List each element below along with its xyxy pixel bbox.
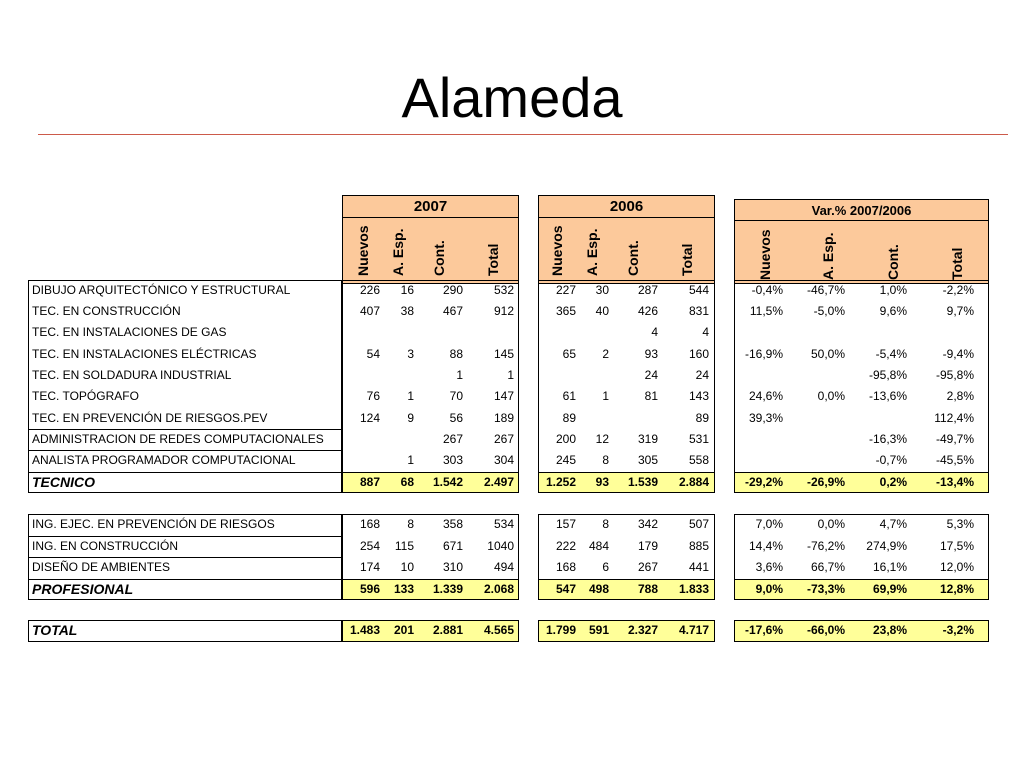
cell-var-total: 12,8% (939, 582, 974, 596)
cell-2007-nuevos: 226 (359, 283, 380, 297)
cell-2007-nuevos: 1.483 (349, 623, 380, 637)
cell-var-cont: -0,7% (875, 453, 907, 467)
cell-2006-cont: 1.539 (627, 475, 658, 489)
cell-2006-total: 544 (688, 283, 709, 297)
cell-2007-total: 534 (493, 517, 514, 531)
cell-2007-nuevos: 54 (366, 347, 380, 361)
cell-2007-nuevos: 254 (359, 539, 380, 553)
cell-var-aesp: -46,7% (806, 283, 845, 297)
cell-var-total: -95,8% (935, 368, 974, 382)
cell-2006-cont: 4 (651, 325, 658, 339)
col-2006-total: Total (679, 243, 695, 276)
cell-2006-total: 558 (688, 453, 709, 467)
cell-var-total: -9,4% (942, 347, 974, 361)
row-label: ING. EN CONSTRUCCIÓN (32, 539, 179, 553)
header-2007 (342, 195, 519, 284)
cell-2007-cont: 303 (442, 453, 463, 467)
cell-2007-total: 147 (493, 389, 514, 403)
cell-2006-aesp: 93 (595, 475, 609, 489)
col-2007-cont: Cont. (431, 240, 447, 276)
header-2006-divider (539, 217, 714, 218)
cell-2006-total: 160 (688, 347, 709, 361)
cell-var-cont: -95,8% (868, 368, 907, 382)
header-2007-divider (343, 217, 518, 218)
table-row (28, 344, 989, 365)
cell-2006-aesp: 8 (602, 517, 609, 531)
cell-2006-cont: 81 (644, 389, 658, 403)
cell-2006-aesp: 12 (595, 432, 609, 446)
table-row (28, 322, 989, 343)
col-var-total: Total (949, 247, 965, 280)
cell-var-cont: -5,4% (875, 347, 907, 361)
cell-2006-total: 507 (688, 517, 709, 531)
cell-var-total: 112,4% (934, 411, 974, 425)
cell-2007-total: 267 (493, 432, 514, 446)
cell-2007-aesp: 115 (394, 539, 414, 553)
table-row (28, 429, 989, 450)
cell-2007-cont: 2.881 (432, 623, 463, 637)
cell-2007-nuevos: 174 (359, 560, 380, 574)
col-2006-cont: Cont. (625, 240, 641, 276)
table-row (28, 536, 989, 557)
row-label: TEC. EN INSTALACIONES ELÉCTRICAS (32, 347, 257, 361)
cell-2006-aesp: 40 (595, 304, 609, 318)
cell-var-cont: -16,3% (868, 432, 907, 446)
row-label: TEC. EN SOLDADURA INDUSTRIAL (32, 368, 232, 382)
cell-2006-total: 531 (688, 432, 709, 446)
row-label: TEC. TOPÓGRAFO (32, 389, 139, 403)
cell-2007-total: 145 (493, 347, 514, 361)
cell-2006-cont: 305 (637, 453, 658, 467)
cell-2007-aesp: 10 (400, 560, 414, 574)
header-variation-divider (735, 220, 988, 221)
table-row (28, 557, 989, 578)
cell-var-cont: 16,1% (872, 560, 907, 574)
cell-2007-cont: 267 (442, 432, 463, 446)
cell-2007-total: 2.068 (483, 582, 514, 596)
page-title: Alameda (401, 66, 623, 129)
cell-2007-nuevos: 887 (359, 475, 380, 489)
header-2006-year: 2006 (609, 198, 644, 215)
row-label: PROFESIONAL (32, 581, 134, 597)
table-row (28, 514, 989, 535)
cell-2007-cont: 467 (442, 304, 463, 318)
cell-2007-total: 494 (493, 560, 514, 574)
header-2007-year: 2007 (413, 198, 448, 215)
cell-2006-cont: 2.327 (627, 623, 658, 637)
cell-var-total: -49,7% (935, 432, 974, 446)
cell-2007-aesp: 8 (407, 517, 414, 531)
cell-var-total: -3,2% (942, 623, 974, 637)
cell-2006-total: 89 (695, 411, 709, 425)
cell-2006-nuevos: 200 (555, 432, 576, 446)
col-var-nuevos: Nuevos (757, 229, 773, 280)
cell-2006-aesp: 30 (595, 283, 609, 297)
cell-2006-total: 885 (688, 539, 709, 553)
cell-var-cont: 0,2% (879, 475, 907, 489)
header-variation-title: Var.% 2007/2006 (811, 203, 912, 218)
cell-2007-total: 189 (493, 411, 514, 425)
cell-2007-nuevos: 124 (359, 411, 380, 425)
cell-2006-cont: 342 (637, 517, 658, 531)
cell-2007-aesp: 16 (400, 283, 414, 297)
cell-var-total: 5,3% (946, 517, 974, 531)
cell-2006-total: 2.884 (678, 475, 709, 489)
col-var-aesp: A. Esp. (820, 232, 836, 280)
cell-var-cont: 274,9% (866, 539, 907, 553)
col-2007-aesp: A. Esp. (390, 228, 406, 276)
cell-var-aesp: 0,0% (817, 517, 845, 531)
total-row (28, 620, 989, 641)
header-2006 (538, 195, 715, 284)
table-row (28, 301, 989, 322)
cell-var-aesp: 50,0% (810, 347, 845, 361)
cell-2006-total: 441 (688, 560, 709, 574)
cell-2006-cont: 179 (637, 539, 658, 553)
cell-2006-cont: 267 (637, 560, 658, 574)
cell-2006-nuevos: 168 (555, 560, 576, 574)
cell-var-aesp: -76,2% (806, 539, 845, 553)
cell-2007-aesp: 1 (407, 389, 414, 403)
total-row (28, 579, 989, 600)
cell-2006-aesp: 591 (588, 623, 609, 637)
cell-var-total: 9,7% (946, 304, 974, 318)
total-row (28, 472, 989, 493)
table-row (28, 450, 989, 471)
table-row (28, 280, 989, 301)
cell-2007-aesp: 9 (407, 411, 414, 425)
cell-2007-aesp: 3 (407, 347, 414, 361)
cell-2007-aesp: 68 (400, 475, 414, 489)
col-2006-nuevos: Nuevos (549, 225, 565, 276)
cell-2006-aesp: 6 (602, 560, 609, 574)
cell-2006-nuevos: 157 (555, 517, 576, 531)
row-label: DISEÑO DE AMBIENTES (32, 560, 171, 574)
cell-2006-nuevos: 365 (555, 304, 576, 318)
cell-var-aesp: -5,0% (813, 304, 845, 318)
cell-2006-nuevos: 61 (562, 389, 576, 403)
cell-var-total: 2,8% (946, 389, 974, 403)
cell-var-cont: 4,7% (879, 517, 907, 531)
row-label: TECNICO (32, 474, 95, 490)
cell-2007-aesp: 133 (393, 582, 414, 596)
cell-var-nuevos: 9,0% (755, 582, 783, 596)
cell-2007-total: 1 (507, 368, 514, 382)
cell-var-nuevos: 7,0% (755, 517, 783, 531)
cell-var-cont: 9,6% (879, 304, 907, 318)
cell-var-total: 12,0% (939, 560, 974, 574)
cell-2006-nuevos: 1.799 (545, 623, 576, 637)
header-variation (734, 199, 989, 284)
cell-2007-nuevos: 76 (366, 389, 380, 403)
cell-var-nuevos: 11,5% (749, 304, 783, 318)
cell-var-nuevos: -0,4% (751, 283, 783, 297)
cell-2007-cont: 290 (442, 283, 463, 297)
cell-2007-total: 304 (493, 453, 514, 467)
cell-2006-cont: 319 (637, 432, 658, 446)
cell-2007-total: 532 (493, 283, 514, 297)
cell-2006-aesp: 484 (588, 539, 609, 553)
cell-var-cont: 23,8% (872, 623, 907, 637)
cell-2006-nuevos: 1.252 (545, 475, 576, 489)
title-divider (38, 134, 1008, 135)
row-label: DIBUJO ARQUITECTÓNICO Y ESTRUCTURAL (32, 283, 291, 297)
cell-var-aesp: 66,7% (810, 560, 845, 574)
cell-2006-total: 24 (695, 368, 709, 382)
cell-var-nuevos: 3,6% (755, 560, 783, 574)
cell-2007-cont: 70 (449, 389, 463, 403)
cell-2006-cont: 287 (637, 283, 658, 297)
cell-var-nuevos: -17,6% (744, 623, 783, 637)
cell-2006-nuevos: 227 (555, 283, 576, 297)
cell-2007-cont: 1.542 (432, 475, 463, 489)
col-2006-aesp: A. Esp. (584, 228, 600, 276)
cell-var-cont: 1,0% (879, 283, 907, 297)
cell-2007-total: 4.565 (483, 623, 514, 637)
cell-var-nuevos: 14,4% (748, 539, 783, 553)
cell-var-cont: -13,6% (868, 389, 907, 403)
cell-2007-aesp: 201 (393, 623, 414, 637)
cell-var-total: 17,5% (939, 539, 974, 553)
cell-2006-total: 1.833 (678, 582, 709, 596)
cell-var-nuevos: 24,6% (748, 389, 783, 403)
cell-2006-nuevos: 89 (562, 411, 576, 425)
cell-2006-nuevos: 245 (555, 453, 576, 467)
cell-2006-aesp: 1 (602, 389, 609, 403)
cell-2006-aesp: 2 (602, 347, 609, 361)
table-row (28, 365, 989, 386)
cell-var-total: -2,2% (942, 283, 974, 297)
cell-2007-cont: 671 (442, 539, 463, 553)
cell-2007-aesp: 1 (407, 453, 414, 467)
cell-2006-cont: 24 (644, 368, 658, 382)
cell-var-cont: 69,9% (872, 582, 907, 596)
cell-2007-cont: 1 (456, 368, 463, 382)
cell-2006-nuevos: 222 (555, 539, 576, 553)
cell-var-nuevos: 39,3% (748, 411, 783, 425)
cell-2006-nuevos: 547 (555, 582, 576, 596)
cell-2006-total: 831 (688, 304, 709, 318)
cell-2006-nuevos: 65 (562, 347, 576, 361)
col-var-cont: Cont. (885, 244, 901, 280)
cell-var-total: -13,4% (935, 475, 974, 489)
col-2007-total: Total (485, 243, 501, 276)
cell-2006-total: 143 (688, 389, 709, 403)
cell-var-aesp: -66,0% (806, 623, 845, 637)
cell-var-total: -45,5% (935, 453, 974, 467)
cell-2006-cont: 93 (644, 347, 658, 361)
cell-var-nuevos: -16,9% (744, 347, 783, 361)
cell-2006-cont: 788 (637, 582, 658, 596)
cell-2007-aesp: 38 (400, 304, 414, 318)
cell-2007-total: 1040 (487, 539, 514, 553)
row-label: TEC. EN PREVENCIÓN DE RIESGOS.PEV (32, 411, 268, 425)
cell-2007-cont: 88 (449, 347, 463, 361)
cell-2006-total: 4.717 (678, 623, 709, 637)
table-row (28, 386, 989, 407)
cell-var-nuevos: -29,2% (744, 475, 783, 489)
cell-var-aesp: -73,3% (806, 582, 845, 596)
cell-2007-nuevos: 407 (359, 304, 380, 318)
cell-var-aesp: -26,9% (806, 475, 845, 489)
row-label: TEC. EN CONSTRUCCIÓN (32, 304, 181, 318)
table-row (28, 408, 989, 429)
cell-2006-aesp: 8 (602, 453, 609, 467)
row-label: ADMINISTRACION DE REDES COMPUTACIONALES (32, 432, 324, 446)
row-label: TEC. EN INSTALACIONES DE GAS (32, 325, 227, 339)
cell-2007-total: 912 (493, 304, 514, 318)
cell-2007-nuevos: 168 (359, 517, 380, 531)
row-label: ANALISTA PROGRAMADOR COMPUTACIONAL (32, 453, 296, 467)
cell-var-aesp: 0,0% (817, 389, 845, 403)
cell-2007-cont: 310 (442, 560, 463, 574)
cell-2007-total: 2.497 (483, 475, 514, 489)
cell-2007-cont: 56 (449, 411, 463, 425)
cell-2007-cont: 1.339 (432, 582, 463, 596)
cell-2006-aesp: 498 (588, 582, 609, 596)
cell-2007-nuevos: 596 (359, 582, 380, 596)
cell-2006-total: 4 (702, 325, 709, 339)
cell-2007-cont: 358 (442, 517, 463, 531)
cell-2006-cont: 426 (637, 304, 658, 318)
row-label: TOTAL (32, 622, 78, 638)
col-2007-nuevos: Nuevos (355, 225, 371, 276)
row-label: ING. EJEC. EN PREVENCIÓN DE RIESGOS (32, 517, 275, 531)
